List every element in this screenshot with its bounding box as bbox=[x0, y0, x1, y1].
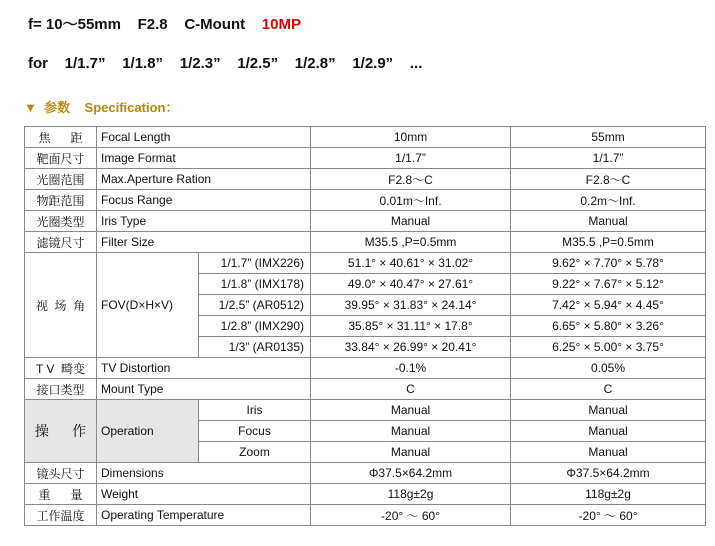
sensor-label: 1/3” (AR0135) bbox=[199, 337, 311, 358]
header-line-1 bbox=[28, 13, 301, 34]
table-row bbox=[25, 379, 706, 400]
value-55mm: C bbox=[511, 379, 706, 400]
row-label-cn: 工作温度 bbox=[25, 505, 97, 526]
value-55mm: Manual bbox=[511, 211, 706, 232]
row-label-cn: 光圈范围 bbox=[25, 169, 97, 190]
value-10mm: F2.8～C bbox=[311, 169, 511, 190]
row-label-en: TV Distortion bbox=[97, 358, 311, 379]
value-10mm: 10mm bbox=[311, 127, 511, 148]
value-10mm: 39.95° × 31.83° × 24.14° bbox=[311, 295, 511, 316]
table-row bbox=[25, 358, 706, 379]
table-row bbox=[25, 505, 706, 526]
table-row bbox=[25, 190, 706, 211]
table-row bbox=[25, 463, 706, 484]
row-label-en: Mount Type bbox=[97, 379, 311, 400]
value-10mm: 33.84° × 26.99° × 20.41° bbox=[311, 337, 511, 358]
value-10mm: Manual bbox=[311, 211, 511, 232]
value-55mm: F2.8～C bbox=[511, 169, 706, 190]
table-row bbox=[25, 232, 706, 253]
value-10mm: Manual bbox=[311, 442, 511, 463]
value-55mm: Φ37.5×64.2mm bbox=[511, 463, 706, 484]
row-label-cn: 靶面尺寸 bbox=[25, 148, 97, 169]
value-10mm: 49.0° × 40.47° × 27.61° bbox=[311, 274, 511, 295]
value-10mm: 1/1.7” bbox=[311, 148, 511, 169]
value-55mm: 55mm bbox=[511, 127, 706, 148]
value-55mm: 6.65° × 5.80° × 3.26° bbox=[511, 316, 706, 337]
value-55mm: 1/1.7” bbox=[511, 148, 706, 169]
sensor-label: 1/2.8” (IMX290) bbox=[199, 316, 311, 337]
row-label-cn: 焦 距 bbox=[25, 127, 97, 148]
table-row bbox=[25, 127, 706, 148]
value-10mm: -0.1% bbox=[311, 358, 511, 379]
row-label-cn: 物距范围 bbox=[25, 190, 97, 211]
row-label-cn: 镜头尺寸 bbox=[25, 463, 97, 484]
value-10mm: M35.5 ,P=0.5mm bbox=[311, 232, 511, 253]
table-row bbox=[25, 211, 706, 232]
header-line-2: for 1/1.7” 1/1.8” 1/2.3” 1/2.5” 1/2.8” 1/2.9” ... bbox=[28, 55, 423, 72]
row-label-cn: T V 畸变 bbox=[25, 358, 97, 379]
row-label-cn: 光圈类型 bbox=[25, 211, 97, 232]
table-row bbox=[25, 484, 706, 505]
value-10mm: Manual bbox=[311, 400, 511, 421]
row-label-en: Operation bbox=[97, 400, 199, 463]
value-55mm: -20° ～ 60° bbox=[511, 505, 706, 526]
value-55mm: 0.05% bbox=[511, 358, 706, 379]
value-55mm: Manual bbox=[511, 400, 706, 421]
value-55mm: Manual bbox=[511, 421, 706, 442]
sensor-label: 1/2.5” (AR0512) bbox=[199, 295, 311, 316]
row-label-cn: 重 量 bbox=[25, 484, 97, 505]
value-10mm: 0.01m～Inf. bbox=[311, 190, 511, 211]
table-row bbox=[25, 148, 706, 169]
value-55mm: 9.22° × 7.67° × 5.12° bbox=[511, 274, 706, 295]
value-10mm: 51.1° × 40.61° × 31.02° bbox=[311, 253, 511, 274]
resolution-highlight: 10MP bbox=[261, 16, 301, 33]
row-label-en: Filter Size bbox=[97, 232, 311, 253]
operation-label: Iris bbox=[199, 400, 311, 421]
value-55mm: 9.62° × 7.70° × 5.78° bbox=[511, 253, 706, 274]
row-label-en: Focal Length bbox=[97, 127, 311, 148]
row-label-cn: 操 作 bbox=[25, 400, 97, 463]
value-10mm: 118g±2g bbox=[311, 484, 511, 505]
value-10mm: Φ37.5×64.2mm bbox=[311, 463, 511, 484]
value-10mm: 35.85° × 31.11° × 17.8° bbox=[311, 316, 511, 337]
operation-label: Zoom bbox=[199, 442, 311, 463]
row-label-en: Max.Aperture Ration bbox=[97, 169, 311, 190]
row-label-en: FOV(D×H×V) bbox=[97, 253, 199, 358]
value-10mm: C bbox=[311, 379, 511, 400]
value-55mm: Manual bbox=[511, 442, 706, 463]
specification-table bbox=[24, 126, 706, 526]
value-10mm: -20° ～ 60° bbox=[311, 505, 511, 526]
value-55mm: 118g±2g bbox=[511, 484, 706, 505]
row-label-en: Weight bbox=[97, 484, 311, 505]
row-label-cn: 接口类型 bbox=[25, 379, 97, 400]
row-label-cn: 视 场 角 bbox=[25, 253, 97, 358]
row-label-en: Image Format bbox=[97, 148, 311, 169]
header-spec-summary: f= 10～55mm F2.8 C-Mount bbox=[28, 16, 262, 33]
value-10mm: Manual bbox=[311, 421, 511, 442]
row-label-en: Focus Range bbox=[97, 190, 311, 211]
table-row bbox=[25, 400, 706, 421]
value-55mm: 7.42° × 5.94° × 4.45° bbox=[511, 295, 706, 316]
row-label-cn: 滤镜尺寸 bbox=[25, 232, 97, 253]
row-label-en: Dimensions bbox=[97, 463, 311, 484]
table-row bbox=[25, 169, 706, 190]
value-55mm: M35.5 ,P=0.5mm bbox=[511, 232, 706, 253]
row-label-en: Operating Temperature bbox=[97, 505, 311, 526]
row-label-en: Iris Type bbox=[97, 211, 311, 232]
sensor-label: 1/1.7” (IMX226) bbox=[199, 253, 311, 274]
table-row bbox=[25, 253, 706, 274]
value-55mm: 6.25° × 5.00° × 3.75° bbox=[511, 337, 706, 358]
sensor-label: 1/1.8” (IMX178) bbox=[199, 274, 311, 295]
operation-label: Focus bbox=[199, 421, 311, 442]
value-55mm: 0.2m～Inf. bbox=[511, 190, 706, 211]
specification-title: ▼ 参数 Specification： bbox=[24, 100, 179, 115]
